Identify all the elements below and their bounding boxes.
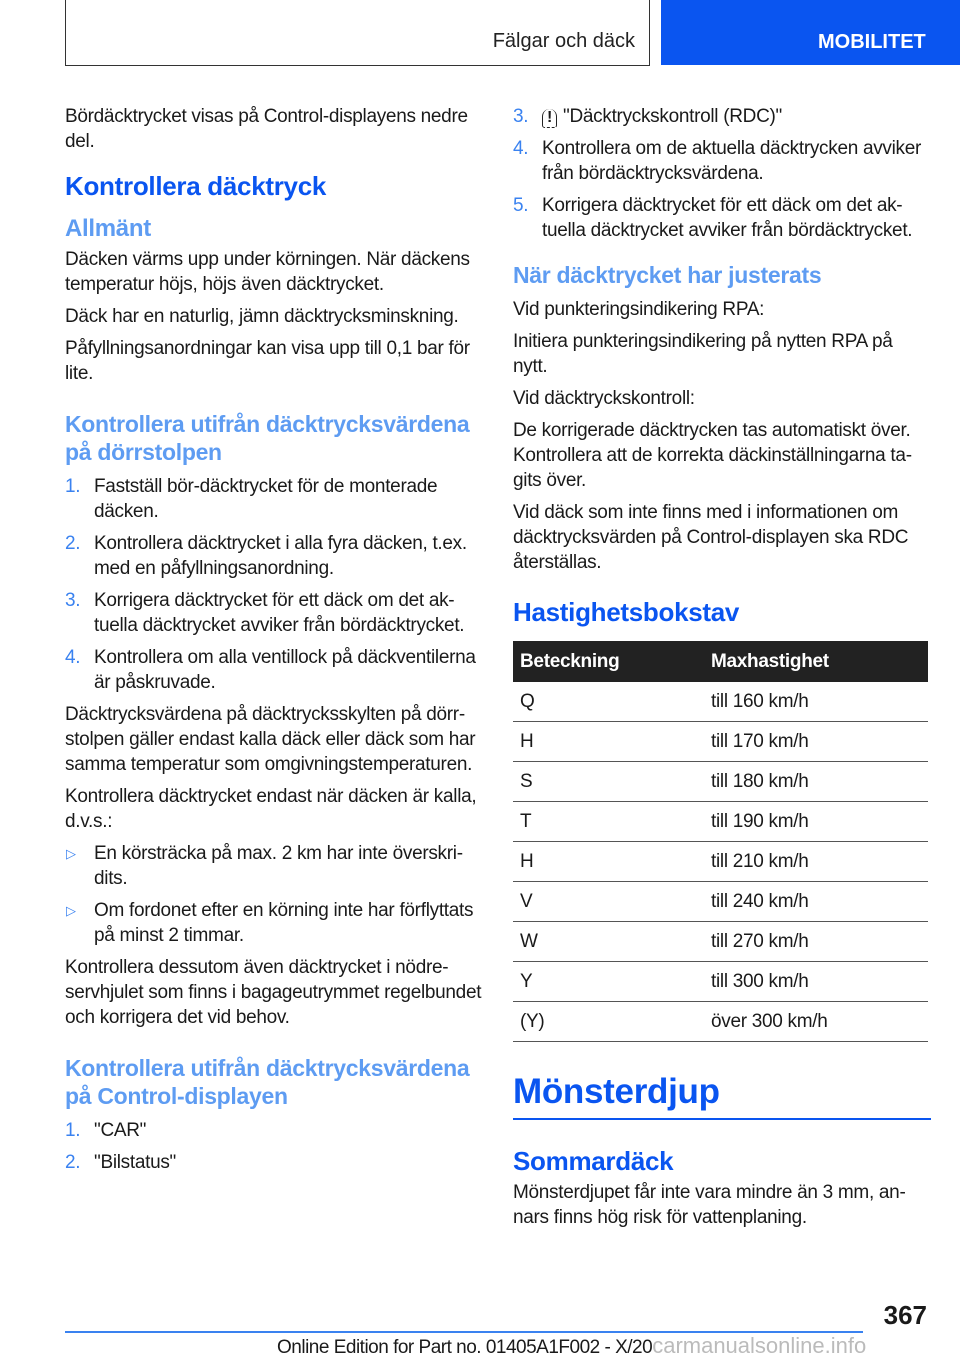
table-row bbox=[513, 762, 928, 802]
max-speed-cell: till 180 km/h bbox=[704, 762, 928, 802]
triangle-bullet-icon: ▷ bbox=[66, 846, 76, 861]
right-column bbox=[513, 104, 931, 1237]
step-text: Fastställ bör-däcktrycket för de monterade däcken. bbox=[94, 476, 438, 522]
heading-control-display: Kontrollera utifrån däcktrycksvärdena på Control-displayen bbox=[65, 1055, 470, 1109]
speed-rating-table bbox=[513, 641, 928, 1042]
max-speed-cell: till 240 km/h bbox=[704, 882, 928, 922]
max-speed-cell: till 160 km/h bbox=[704, 682, 928, 722]
table-row bbox=[513, 1002, 928, 1042]
display-steps-cont bbox=[513, 104, 931, 243]
condition-list bbox=[65, 841, 483, 948]
rating-cell: V bbox=[513, 882, 704, 922]
step-number: 2. bbox=[65, 1152, 81, 1173]
table-row bbox=[513, 842, 928, 882]
watermark: carmanualsonline.info bbox=[652, 1333, 867, 1358]
max-speed-cell: till 190 km/h bbox=[704, 802, 928, 842]
step-text: Korrigera däcktrycket för ett däck om det aktuella däcktrycket avviker från bördäcktrycket. bbox=[94, 590, 465, 636]
paragraph: Påfyllningsanordningar kan visa upp till 0,1 bar för lite. bbox=[65, 338, 470, 384]
max-speed-cell: över 300 km/h bbox=[704, 1002, 928, 1042]
step-number: 3. bbox=[513, 106, 529, 127]
column-header: Beteckning bbox=[513, 641, 704, 682]
step-text: "Bilstatus" bbox=[94, 1152, 176, 1173]
table-row bbox=[513, 802, 928, 842]
section-title: Fälgar och däck bbox=[492, 30, 635, 52]
chapter-tab[interactable]: MOBILITET bbox=[661, 0, 960, 65]
table-row bbox=[513, 682, 928, 722]
step-number: 4. bbox=[65, 647, 81, 668]
step-text: "CAR" bbox=[94, 1120, 147, 1141]
rating-cell: H bbox=[513, 842, 704, 882]
paragraph: Däck har en naturlig, jämn däcktrycksminskning. bbox=[65, 306, 459, 327]
paragraph: Däcktrycksvärdena på däcktrycksskylten på dörrstolpen gäller endast kalla däck eller däck som har samma temperatur som omgivningstemperaturen. bbox=[65, 704, 476, 775]
door-steps bbox=[65, 474, 483, 695]
paragraph: Däcken värms upp under körningen. När däckens temperatur höjs, höjs även däcktrycket. bbox=[65, 249, 470, 295]
column-header: Maxhastighet bbox=[704, 641, 928, 682]
rating-cell: S bbox=[513, 762, 704, 802]
left-column bbox=[65, 104, 483, 1182]
paragraph: Vid däck som inte finns med i informationen om däcktrycksvärden på Control-displayen ska RDC återställas. bbox=[513, 502, 909, 573]
table-row bbox=[513, 722, 928, 762]
rating-cell: H bbox=[513, 722, 704, 762]
max-speed-cell: till 270 km/h bbox=[704, 922, 928, 962]
list-item bbox=[65, 898, 483, 948]
step-number: 1. bbox=[65, 1120, 81, 1141]
step-text: Kontrollera om alla ventillock på däckventilerna är påskruvade. bbox=[94, 647, 476, 693]
page-number: 367 bbox=[883, 1300, 927, 1330]
step-number: 5. bbox=[513, 195, 529, 216]
table-row bbox=[513, 962, 928, 1002]
heading-summer-tires: Sommardäck bbox=[513, 1146, 674, 1176]
rating-cell: Y bbox=[513, 962, 704, 1002]
footer-edition bbox=[277, 1333, 866, 1359]
step-number: 3. bbox=[65, 590, 81, 611]
step-text: Kontrollera om de aktuella däcktrycken avviker från bördäcktrycksvärdena. bbox=[542, 138, 922, 184]
rating-cell: W bbox=[513, 922, 704, 962]
step-text: "Däcktryckskontroll (RDC)" bbox=[563, 106, 782, 127]
table-row bbox=[513, 882, 928, 922]
heading-door-pillar: Kontrollera utifrån däcktrycksvärdena på dörrstolpen bbox=[65, 411, 470, 465]
step-number: 2. bbox=[65, 533, 81, 554]
intro-text: Bördäcktrycket visas på Control-displayens nedre del. bbox=[65, 106, 468, 152]
heading-speed-rating: Hastighetsbokstav bbox=[513, 597, 740, 627]
paragraph: Kontrollera däcktrycket endast när däcken är kalla, d.v.s.: bbox=[65, 786, 477, 832]
heading-adjusted: När däcktrycket har justerats bbox=[513, 262, 822, 288]
list-item bbox=[65, 841, 483, 891]
paragraph: Kontrollera dessutom även däcktrycket i nödreservhjulet som finns i bagageutrymmet regelbundet och korrigera det vid behov. bbox=[65, 957, 482, 1028]
list-item bbox=[513, 136, 931, 186]
heading-general: Allmänt bbox=[65, 215, 151, 242]
list-item bbox=[65, 588, 483, 638]
bullet-text: En körsträcka på max. 2 km har inte överskridits. bbox=[94, 843, 464, 889]
step-text: Kontrollera däcktrycket i alla fyra däcken, t.ex. med en påfyllningsanordning. bbox=[94, 533, 467, 579]
step-number: 4. bbox=[513, 138, 529, 159]
paragraph: Initiera punkteringsindikering på nytten RPA på nytt. bbox=[513, 331, 893, 377]
bullet-text: Om fordonet efter en körning inte har förflyttats på minst 2 timmar. bbox=[94, 900, 474, 946]
list-item bbox=[65, 474, 483, 524]
triangle-bullet-icon: ▷ bbox=[66, 903, 76, 918]
heading-check-pressure: Kontrollera däcktryck bbox=[65, 171, 327, 201]
paragraph: Vid punkteringsindikering RPA: bbox=[513, 299, 765, 320]
paragraph: Mönsterdjupet får inte vara mindre än 3 mm, annars finns hög risk för vattenplaning. bbox=[513, 1182, 906, 1228]
list-item bbox=[513, 104, 931, 129]
list-item bbox=[65, 645, 483, 695]
rating-cell: T bbox=[513, 802, 704, 842]
tire-pressure-warning-icon: ! bbox=[542, 109, 557, 128]
table-row bbox=[513, 922, 928, 962]
list-item bbox=[65, 1118, 483, 1143]
header-section-box bbox=[65, 0, 650, 66]
rating-cell: (Y) bbox=[513, 1002, 704, 1042]
heading-tread-depth: Mönsterdjup bbox=[513, 1072, 931, 1120]
edition-text: Online Edition for Part no. 01405A1F002 - X/20 bbox=[277, 1337, 653, 1358]
list-item bbox=[65, 1150, 483, 1175]
max-speed-cell: till 300 km/h bbox=[704, 962, 928, 1002]
max-speed-cell: till 210 km/h bbox=[704, 842, 928, 882]
display-steps bbox=[65, 1118, 483, 1175]
list-item bbox=[513, 193, 931, 243]
paragraph: De korrigerade däcktrycken tas automatiskt över. Kontrollera att de korrekta däckinställningarna tagits över. bbox=[513, 420, 913, 491]
step-text: Korrigera däcktrycket för ett däck om det aktuella däcktrycket avviker från bördäcktrycket. bbox=[542, 195, 913, 241]
max-speed-cell: till 170 km/h bbox=[704, 722, 928, 762]
rating-cell: Q bbox=[513, 682, 704, 722]
paragraph: Vid däcktryckskontroll: bbox=[513, 388, 695, 409]
list-item bbox=[65, 531, 483, 581]
step-number: 1. bbox=[65, 476, 81, 497]
